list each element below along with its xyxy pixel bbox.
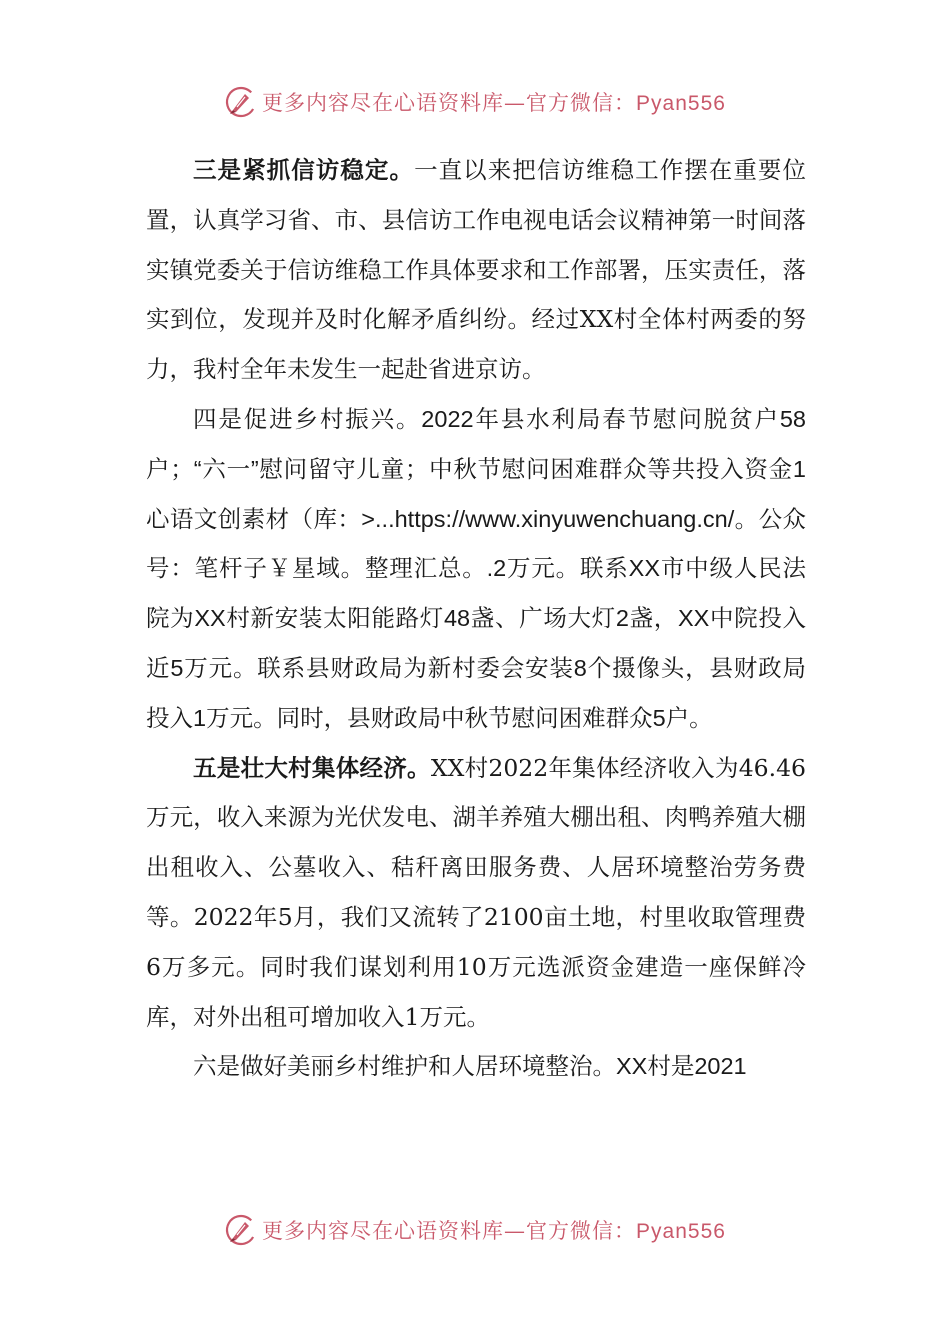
paragraph-collective-economy [146, 744, 806, 1043]
pen-nib-logo-icon [224, 1213, 258, 1247]
header-watermark-banner [0, 82, 950, 122]
banner-wechat-id: Pyan556 [636, 1220, 726, 1243]
banner-text: 更多内容尽在心语资料库—官方微信： [262, 91, 637, 115]
paragraph-heading: 五是壮大村集体经济。 [193, 753, 431, 782]
footer-watermark-banner [0, 1210, 950, 1250]
paragraph-text: 一直以来把信访维稳工作摆在重要位置，认真学习省、市、县信访工作电视电话会议精神第一时间落实镇党委关于信访维稳工作具体要求和工作部署，压实责任，落实到位，发现并及时化解矛盾纠纷。经过XX村全体村两委的努力，我村全年未发生一起赴省进京访。 [146, 156, 806, 384]
document-body [146, 146, 806, 1092]
paragraph-text: 六是做好美丽乡村维护和人居环境整治。XX村是2021 [193, 1053, 747, 1080]
paragraph-petition-stability [146, 146, 806, 395]
paragraph-heading: 三是紧抓信访稳定。 [193, 156, 415, 184]
paragraph-text: 四是促进乡村振兴。2022年县水利局春节慰问脱贫户58户；“六一”慰问留守儿童；中秋节慰问困难群众等共投入资金1心语文创素材（库：>...https://www.xinyuwenchuang.cn/。公众号：笔杆子￥星域。整理汇总。.2万元。联系XX市中级人民法院为XX村新安装太阳能路灯48盏、广场大灯2盏，XX中院投入近5万元。联系县财政局为新村委会安装8个摄像头，县财政局投入1万元。同时，县财政局中秋节慰问困难群众5户。 [146, 405, 806, 731]
paragraph-text: XX村2022年集体经济收入为46.46万元，收入来源为光伏发电、湖羊养殖大棚出租、肉鸭养殖大棚出租收入、公墓收入、秸秆离田服务费、人居环境整治劳务费等。2022年5月，我们又流转了2100亩土地，村里收取管理费6万多元。同时我们谋划利用10万元选派资金建造一座保鲜冷库，对外出租可增加收入1万元。 [146, 753, 807, 1031]
pen-nib-logo-icon [224, 85, 258, 119]
banner-text: 更多内容尽在心语资料库—官方微信： [262, 1219, 637, 1243]
banner-wechat-id: Pyan556 [636, 92, 726, 115]
paragraph-rural-revitalization [146, 395, 806, 744]
paragraph-beautiful-village [146, 1042, 806, 1092]
